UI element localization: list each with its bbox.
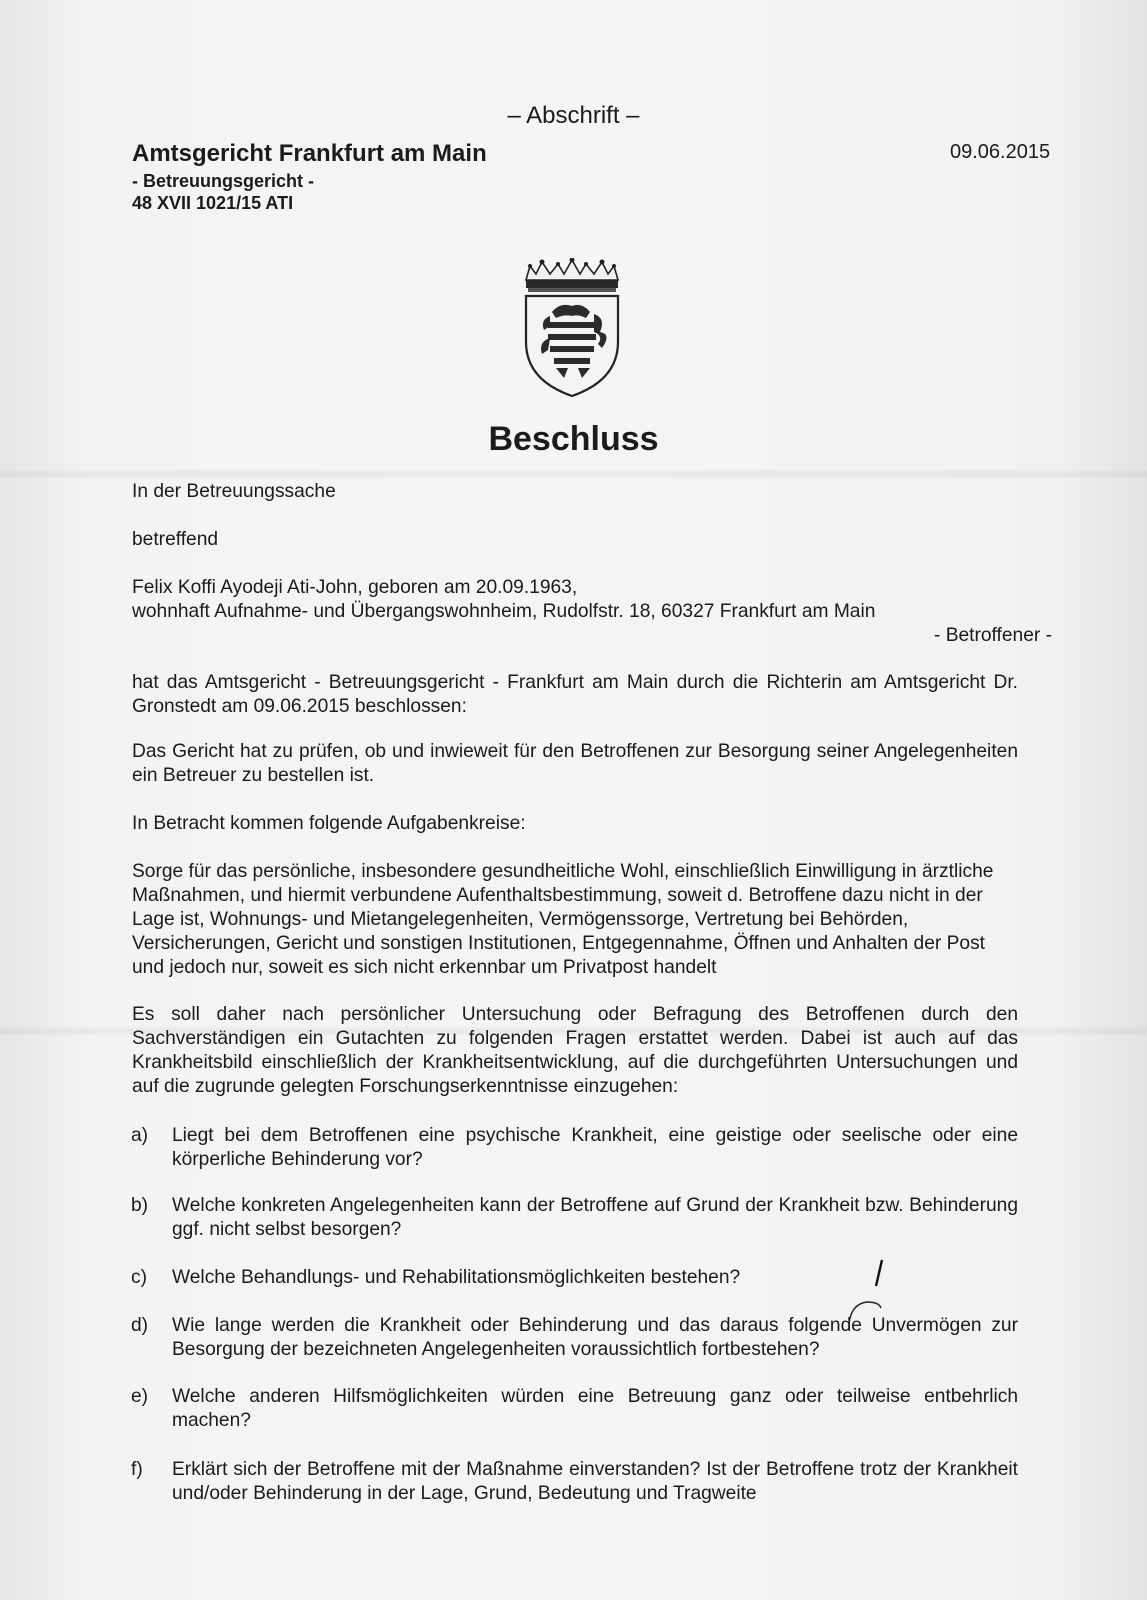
areas-paragraph: Sorge für das persönliche, insbesondere gesundheitliche Wohl, einschließlich Einwilligung in ärztliche Maßnahmen, und hiermit verbundene Aufenthaltsbestimmung, soweit d. Betroffene dazu nicht in der Lage ist, Wohnungs- und Mietangelegenheiten, Vermögenssorge, Vertretung bei Behörden, Versicherungen, Gericht und sonstigen Institutionen, Entgegennahme, Öffnen und Anhalten der Post und jedoch nur, soweit es sich nicht erkennbar um Privatpost handelt: [132, 861, 994, 978]
concerning-line: betreffend: [132, 529, 219, 550]
question-letter: c): [131, 1267, 147, 1288]
question-text: Welche Behandlungs- und Rehabilitationsmöglichkeiten bestehen?: [172, 1267, 741, 1288]
person-name-birth: Felix Koffi Ayodeji Ati-John, geboren am 20.09.1963,: [132, 577, 578, 598]
question-text: Wie lange werden die Krankheit oder Behinderung und das daraus folgende Unvermögen zur Besorgung der bezeichneten Angelegenheiten voraussichtlich fortbestehen?: [172, 1315, 1018, 1360]
question-text: Erklärt sich der Betroffene mit der Maßnahme einverstanden? Ist der Betroffene trotz der Krankheit und/oder Behinderung in der Lage, Grund, Bedeutung und Tragweite: [172, 1459, 1018, 1504]
question-letter: f): [131, 1459, 143, 1480]
decision-paragraph: hat das Amtsgericht - Betreuungsgericht - Frankfurt am Main durch die Richterin am Amtsgericht Dr. Gronstedt am 09.06.2015 beschlossen:: [132, 672, 1018, 717]
court-department: - Betreuungsgericht -: [132, 171, 315, 191]
question-letter: a): [131, 1125, 149, 1146]
copy-label: – Abschrift –: [507, 102, 640, 129]
case-number: 48 XVII 1021/15 ATI: [132, 193, 294, 213]
document-date: 09.06.2015: [950, 141, 1051, 163]
examine-paragraph: Das Gericht hat zu prüfen, ob und inwieweit für den Betroffenen zur Besorgung seiner Angelegenheiten ein Betreuer zu bestellen ist.: [132, 741, 1018, 786]
question-text: Welche konkreten Angelegenheiten kann der Betroffene auf Grund der Krankheit bzw. Behinderung ggf. nicht selbst besorgen?: [172, 1195, 1018, 1240]
role-label: - Betroffener -: [933, 625, 1052, 646]
document-title: Beschluss: [488, 420, 659, 458]
court-name: Amtsgericht Frankfurt am Main: [132, 140, 487, 167]
pen-mark: [870, 1258, 890, 1288]
hesse-coat-of-arms-icon: [520, 258, 624, 398]
areas-intro: In Betracht kommen folgende Aufgabenkreise:: [132, 813, 526, 834]
question-letter: d): [131, 1315, 149, 1336]
question-text: Liegt bei dem Betroffenen eine psychische Krankheit, eine geistige oder seelische oder eine körperliche Behinderung vor?: [172, 1125, 1018, 1170]
question-text: Welche anderen Hilfsmöglichkeiten würden eine Betreuung ganz oder teilweise entbehrlich machen?: [172, 1386, 1018, 1431]
person-address: wohnhaft Aufnahme- und Übergangswohnheim, Rudolfstr. 18, 60327 Frankfurt am Main: [132, 601, 876, 622]
question-letter: b): [131, 1195, 149, 1216]
expert-paragraph: Es soll daher nach persönlicher Untersuchung oder Befragung des Betroffenen durch den Sachverständigen ein Gutachten zu folgenden Fragen erstattet werden. Dabei ist auch auf das Krankheitsbild einschließlich der Krankheitsentwicklung, auf die durchgeführten Untersuchungen und auf die zugrunde gelegten Forschungserkenntnisse einzugehen:: [132, 1004, 1018, 1097]
pen-mark: [845, 1298, 885, 1328]
matter-line: In der Betreuungssache: [132, 481, 336, 502]
question-letter: e): [131, 1386, 149, 1407]
